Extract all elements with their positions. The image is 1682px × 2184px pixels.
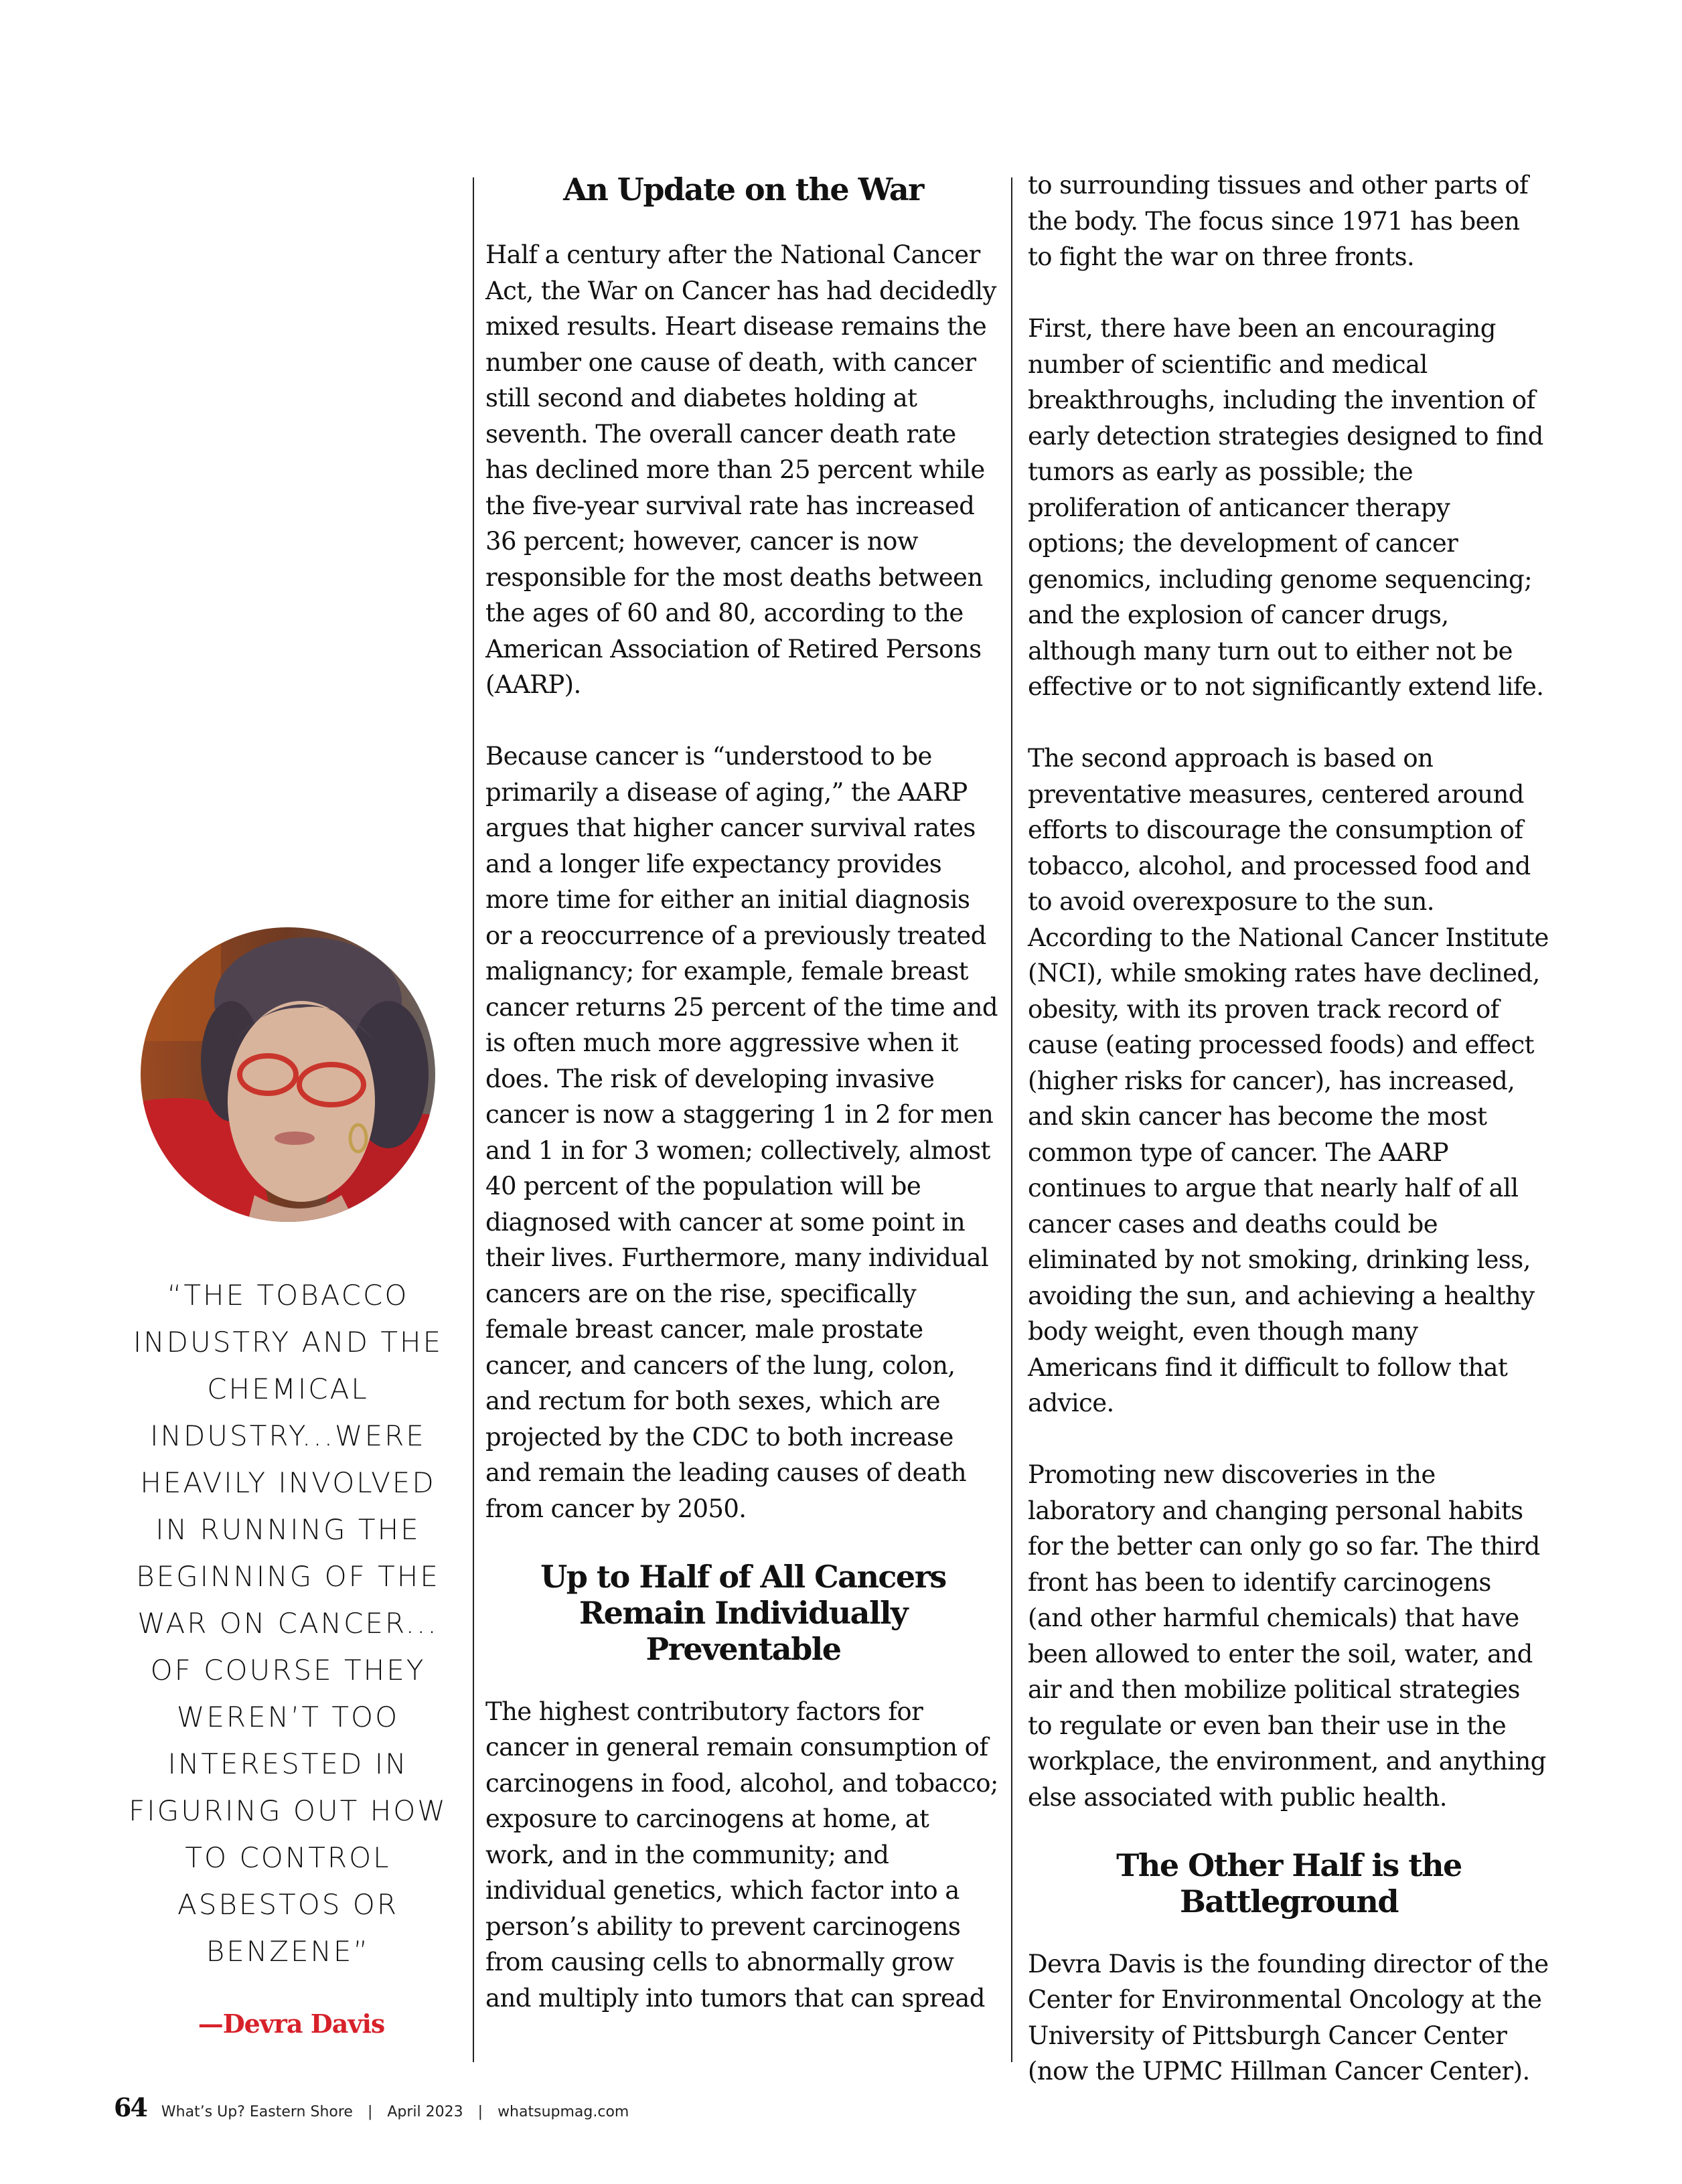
footer-separator: | [477, 2104, 483, 2120]
paragraph: to surrounding tissues and other parts of the body. The focus since 1971 has been to fight the war on three fronts. [1028, 171, 1529, 271]
paragraph: The highest contributory factors for cancer in general remain consumption of carcinogens in food, alcohol, and tobacco; exposure to carcinogens at home, at work, and in the community; and individual genetics, which factor into a person’s ability to prevent carcinogens from causing cells to abnormally grow and multiply into tumors that can spread [485, 1697, 998, 2013]
paragraph: First, there have been an encouraging number of scientific and medical breakthroughs, including the invention of early detection strategies designed to find tumors as early as possible; the proliferation of anticancer therapy options; the development of cancer genomics, including genome sequencing; and the explosion of cancer drugs, although many turn out to either not be effective or to not significantly extend life. [1028, 314, 1544, 701]
page-footer [114, 2092, 629, 2122]
article-column-middle [485, 167, 1001, 2016]
paragraph: Because cancer is “understood to be primarily a disease of aging,” the AARP argues that higher cancer survival rates and a longer life expectancy provides more time for either an initial diagnosis or a reoccurrence of a previously treated malignancy; for example, female breast cancer returns 25 percent of the time and is often much more aggressive when it does. The risk of developing invasive cancer is now a staggering 1 in 2 for men and 1 in for 3 women; collectively, almost 40 percent of the population will be diagnosed with cancer at some point in their lives. Furthermore, many individual cancers are on the rise, specifically female breast cancer, male prostate cancer, and cancers of the lung, colon, and rectum for both sexes, which are projected by the CDC to both increase and remain the leading causes of death from cancer by 2050. [485, 742, 998, 1523]
paragraph: Half a century after the National Cancer Act, the War on Cancer has had decidedly mixed results. Heart disease remains the number one cause of death, with cancer still second and diabetes holding at seventh. The overall cancer death rate has declined more than 25 percent while the five-year survival rate has increased 36 percent; however, cancer is now responsible for the most deaths between the ages of 60 and 80, according to the American Association of Retired Persons (AARP). [485, 240, 996, 699]
article-column-right [1028, 167, 1550, 2090]
pull-quote: “THE TOBACCO INDUSTRY AND THE CHEMICAL INDUSTRY...WERE HEAVILY INVOLVED IN RUNNING THE BEGINNING OF THE WAR ON CANCER... OF COURSE THEY WEREN’T TOO INTERESTED IN FIGURING OUT HOW TO CONTROL ASBESTOS OR BENZENE” [129, 1279, 447, 1968]
website-link[interactable]: whatsupmag.com [498, 2104, 629, 2120]
page-number: 64 [114, 2092, 147, 2122]
paragraph: The second approach is based on preventative measures, centered around efforts to discourage the consumption of tobacco, alcohol, and processed food and to avoid overexposure to the sun. According to the National Cancer Institute (NCI), while smoking rates have declined, obesity, with its proven track record of cause (eating processed foods) and effect (higher risks for cancer), has increased, and skin cancer has become the most common type of cancer. The AARP continues to argue that nearly half of all cancer cases and deaths could be eliminated by not smoking, drinking less, avoiding the sun, and achieving a healthy body weight, even though many Americans find it difficult to follow that advice. [1028, 744, 1549, 1417]
section-heading-battleground: The Other Half is the Battleground [1116, 1847, 1462, 1920]
column-divider-left [473, 177, 474, 2062]
quote-attribution: —Devra Davis [198, 2009, 385, 2039]
column-divider-right [1011, 177, 1012, 2062]
issue-date: April 2023 [387, 2104, 463, 2120]
devra-davis-photo [141, 927, 435, 1222]
footer-separator: | [367, 2104, 373, 2120]
portrait-photo [141, 927, 435, 1222]
section-heading-preventable: Up to Half of All Cancers Remain Individually Preventable [540, 1558, 946, 1667]
paragraph: Promoting new discoveries in the laboratory and changing personal habits for the better can only go so far. The third front has been to identify carcinogens (and other harmful chemicals) that have been allowed to enter the soil, water, and air and then mobilize political strategies to regulate or even ban their use in the workplace, the environment, and anything else associated with public health. [1028, 1460, 1546, 1812]
paragraph: Devra Davis is the founding director of the Center for Environmental Oncology at the University of Pittsburgh Cancer Center (now the UPMC Hillman Cancer Center). [1028, 1949, 1549, 2086]
section-heading-update: An Update on the War [563, 171, 923, 208]
publication-name: What’s Up? Eastern Shore [161, 2104, 353, 2120]
